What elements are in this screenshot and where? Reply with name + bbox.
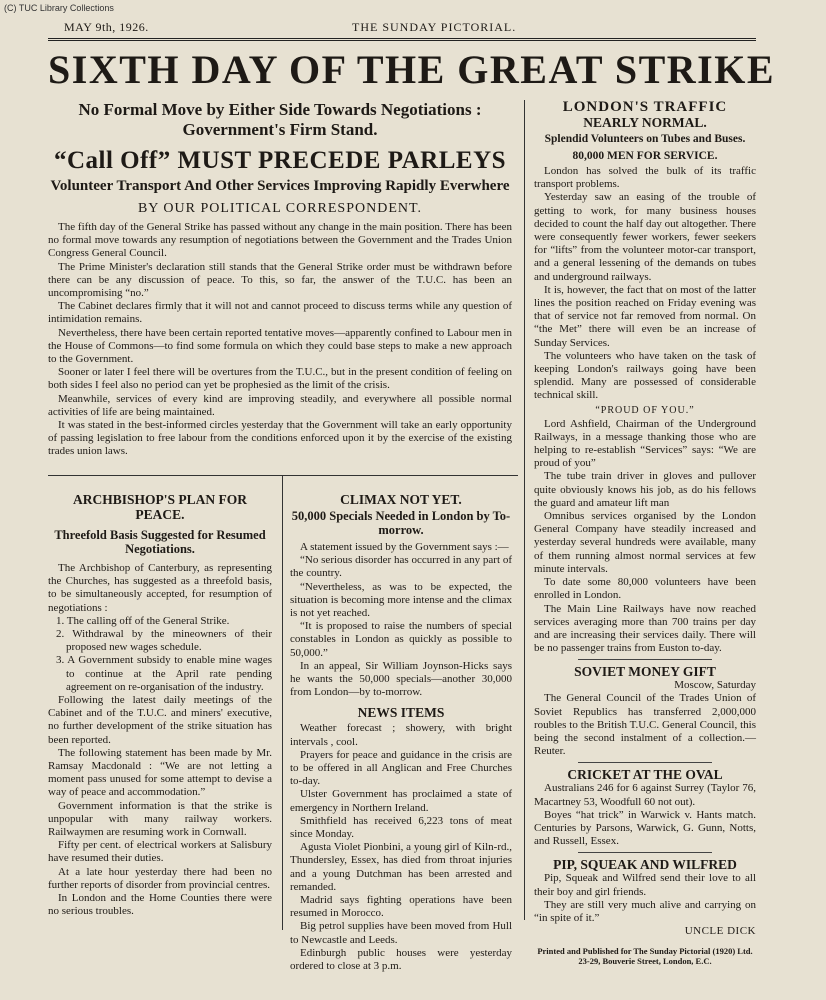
traffic-subhead: Splendid Volunteers on Tubes and Buses.: [544, 133, 746, 145]
soviet-paragraph: The General Council of the Trades Union of Soviet Republics has transferred 2,000,000 roubles to the British T.U.C. General Council, this being the second instalment of a collection.—Reuter.: [534, 692, 756, 758]
divider: [578, 852, 711, 853]
divider: [578, 762, 711, 763]
header-rule: [48, 38, 756, 41]
news-item: Prayers for peace and guidance in the crisis are to be offered in all Anglican and Free Churches to-day.: [290, 748, 512, 788]
archbishop-list-item: 2. Withdrawal by the mineowners of their proposed new wages schedule.: [56, 628, 272, 654]
lead-paragraph: Nevertheless, there have been certain reported tentative moves—apparently confined to Labour men in the House of Commons—to find some formula on which they could base steps to make a new approach to the Government.: [48, 326, 512, 366]
soviet-headline: SOVIET MONEY GIFT: [574, 664, 716, 680]
traffic-paragraph: Lord Ashfield, Chairman of the Underground Railways, in a message thanking those who are helping to re-establish “Services” says: “We are proud of you”: [534, 417, 756, 470]
climax-article: [290, 492, 512, 973]
traffic-headline-2: NEARLY NORMAL.: [583, 115, 707, 130]
paper-name: THE SUNDAY PICTORIAL.: [352, 20, 517, 34]
proud-subhead: “PROUD OF YOU.”: [595, 404, 695, 416]
banner-headline: SIXTH DAY OF THE GREAT STRIKE: [48, 47, 776, 92]
cricket-headline: CRICKET AT THE OVAL: [567, 767, 723, 783]
traffic-paragraph: Omnibus services organised by the London General Company have steadily increased and yesterday several hundreds were available, many of them running almost normal services at few minute intervals.: [534, 510, 756, 575]
issue-date: MAY 9th, 1926.: [64, 20, 149, 34]
pip-paragraph: Pip, Squeak and Wilfred send their love to all their boy and girl friends.: [534, 872, 756, 898]
climax-headline: CLIMAX NOT YET.: [340, 492, 462, 507]
news-item: Madrid says fighting operations have been resumed in Morocco.: [290, 894, 512, 920]
climax-paragraph: “It is proposed to raise the numbers of special constables in London as quickly as possible to 50,000.”: [290, 620, 512, 659]
climax-paragraph: In an appeal, Sir William Joynson-Hicks says he wants the 50,000 specials—another 30,000 from London—by to-morrow.: [290, 659, 512, 699]
pip-headline: PIP, SQUEAK AND WILFRED: [553, 857, 737, 873]
lead-headline-2: “Call Off” MUST PRECEDE PARLEYS: [53, 147, 507, 174]
copyright-notice: (C) TUC Library Collections: [4, 3, 114, 13]
traffic-paragraph: The tube train driver in gloves and pullover quite obviously knows his job, as do his fellows the guard and amateur lift man: [534, 470, 756, 509]
lead-headline-1: No Formal Move by Either Side Towards Negotiations : Government's Firm Stand.: [78, 100, 482, 139]
traffic-paragraph: To date some 80,000 volunteers have been enrolled in London.: [534, 576, 756, 602]
soviet-dateline: Moscow, Saturday: [674, 679, 756, 692]
pip-paragraph: They are still very much alive and carrying on “in spite of it.”: [534, 898, 756, 924]
pip-signature: UNCLE DICK: [684, 925, 756, 938]
lead-paragraph: The Cabinet declares firmly that it will not and cannot proceed to discuss terms while any question of intimidation remains.: [48, 300, 512, 326]
lead-paragraph: The Prime Minister's declaration still stands that the General Strike order must be withdrawn before there can be any discussion of peace. To this, so far, the answer of the T.U.C. has been an uncompromising “no.”: [48, 260, 512, 300]
section-divider: [48, 475, 518, 476]
lead-paragraph: The fifth day of the General Strike has passed without any change in the main position. There has been no formal move towards any resumption of negotiations between the Government and the Trades Union Congress General Council.: [48, 221, 512, 260]
news-item: Edinburgh public houses were yesterday ordered to close at 3 p.m.: [290, 946, 512, 973]
archbishop-paragraph: Fifty per cent. of electrical workers at Salisbury have resumed their duties.: [48, 839, 272, 865]
traffic-paragraph: It is, however, the fact that on most of the latter lines the position reached on Friday evening was that of service not far removed from normal. On “the Met” there will even be an increase of Sunday Services.: [534, 283, 756, 349]
cricket-paragraph: Boyes “hat trick” in Warwick v. Hants match. Centuries by Parsons, Warwick, G. Gunn, Notts, and Russell, Essex.: [534, 808, 756, 848]
archbishop-subhead: Threefold Basis Suggested for Resumed Negotiations.: [54, 528, 266, 556]
climax-paragraph: “Nevertheless, as was to be expected, the situation is becoming more intense and the climax is not yet reached.: [290, 580, 512, 620]
news-item: Smithfield has received 6,223 tons of meat since Monday.: [290, 814, 512, 841]
news-item: Agusta Violet Pionbini, a young girl of Kiln-rd., Thundersley, Essex, has died from throat injuries and a young Dutchman has been arrested and remanded.: [290, 841, 512, 893]
right-column: [534, 100, 756, 966]
lead-paragraph: It was stated in the best-informed circles yesterday that the Government will take an early opportunity of passing legislation to free labour from the conditions enforced upon it by the exercise of the existing trades union laws.: [48, 419, 512, 458]
column-divider-lower: [282, 475, 283, 930]
printer-imprint: Printed and Published for The Sunday Pictorial (1920) Ltd. 23-29, Bouverie Street, London, E.C.: [537, 946, 753, 967]
archbishop-list-item: 3. A Government subsidy to enable mine wages to continue at the April rate pending agreement on re-organisation of the industry.: [56, 654, 272, 693]
lead-story: [48, 100, 512, 459]
news-item: Ulster Government has proclaimed a state of emergency in Northern Ireland.: [290, 788, 512, 814]
climax-paragraph: A statement issued by the Government says :—: [300, 541, 509, 553]
lead-paragraph: Meanwhile, services of every kind are improving steadily, and everywhere all possible normal activities of life are being maintained.: [48, 392, 512, 418]
archbishop-intro: The Archbishop of Canterbury, as representing the Churches, has suggested as a threefold basis, to be simultaneously accepted, for resumption of negotiations :: [48, 562, 272, 614]
climax-paragraph: “No serious disorder has occurred in any part of the country.: [290, 554, 512, 580]
column-divider-right: [524, 100, 525, 920]
traffic-subhead-2: 80,000 MEN FOR SERVICE.: [572, 150, 718, 162]
news-item: Weather forecast ; showery, with bright intervals , cool.: [290, 722, 512, 748]
archbishop-article: [48, 492, 272, 918]
archbishop-paragraph: In London and the Home Counties there were no serious troubles.: [48, 892, 272, 918]
archbishop-list-item: 1. The calling off of the General Strike.: [56, 614, 230, 627]
traffic-paragraph: Yesterday saw an easing of the trouble of getting to work, for many business houses decided to count the half day out altogether. There were consequently fewer workers, fewer seekers for “lifts” from the volunteer motor-car transport, and a general lessening of the demands on tubes and underground railways.: [534, 191, 756, 283]
byline: BY OUR POLITICAL CORRESPONDENT.: [137, 201, 423, 216]
traffic-headline: LONDON'S TRAFFIC: [562, 99, 728, 115]
traffic-paragraph: The Main Line Railways have now reached services averaging more than 700 trains per day and are increasing their services daily. There will be no passenger trains from Euston to-day.: [534, 602, 756, 655]
traffic-paragraph: The volunteers who have taken on the task of keeping London's railways going have been splendid. Many are possessed of considerable technical skill.: [534, 349, 756, 402]
divider: [578, 659, 711, 660]
news-item: Big petrol supplies have been moved from Hull to Newcastle and Leeds.: [290, 920, 512, 946]
traffic-paragraph: London has solved the bulk of its traffic transport problems.: [534, 165, 756, 191]
archbishop-paragraph: At a late hour yesterday there had been no further reports of disorder from provincial centres.: [48, 865, 272, 891]
cricket-paragraph: Australians 246 for 6 against Surrey (Taylor 76, Macartney 53, Woodfull 60 not out).: [534, 782, 756, 808]
archbishop-headline: ARCHBISHOP'S PLAN FOR PEACE.: [72, 492, 248, 522]
archbishop-paragraph: The following statement has been made by Mr. Ramsay Macdonald : “We are not letting a moment pass unused for some attempt to devise a way of peace and accommodation.”: [48, 746, 272, 799]
archbishop-paragraph: Government information is that the strike is unpopular with many railway workers. Railwaymen are resuming work in Cornwall.: [48, 799, 272, 839]
news-headline: NEWS ITEMS: [357, 705, 445, 721]
archbishop-paragraph: Following the latest daily meetings of the Cabinet and of the T.U.C. and miners' executive, no further development of the strike situation has been reported.: [48, 694, 272, 746]
lead-headline-3: Volunteer Transport And Other Services Improving Rapidly Everwhere: [50, 178, 510, 194]
lead-paragraph: Sooner or later I feel there will be overtures from the T.U.C., but in the present condition of feeling on both sides I feel also no period can yet be prophesied as the limit of the crisis.: [48, 366, 512, 392]
climax-subhead: 50,000 Specials Needed in London by To-morrow.: [291, 509, 511, 537]
